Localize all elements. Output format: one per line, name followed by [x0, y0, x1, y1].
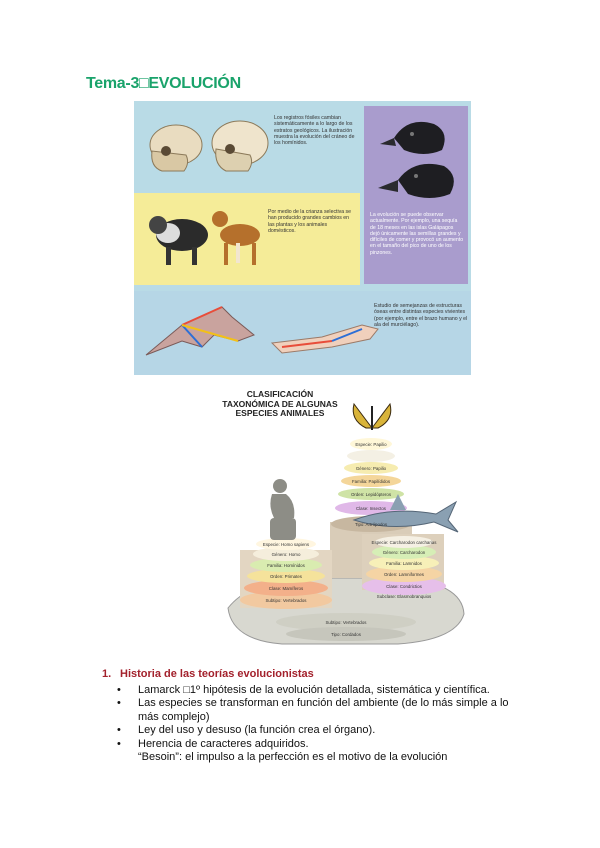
butterfly-icon — [353, 404, 391, 430]
butterfly-tier-label: Género: Papilio — [355, 466, 387, 471]
evolution-evidence-figure — [134, 101, 471, 375]
fossil-skulls-panel — [134, 101, 360, 191]
human-tier-label: Género: Homo — [271, 552, 301, 557]
dogs-caption: Por medio de la crianza selectiva se han producido grandes cambios en las plantas y los animales domésticos. — [268, 209, 352, 234]
list-item-text: Las especies se transforman en función del ambiente (de lo más simple a lo más complejo) — [138, 697, 509, 723]
human-tier-label: Familia: Homínidos — [267, 563, 305, 568]
skull-illustration — [140, 115, 280, 185]
bones-caption: Estudio de semejanzas de estructuras óseas entre distintas especies vivientes (por ejemplo, entre el brazo humano y el ala del murciélago). — [374, 303, 468, 328]
list-item — [112, 684, 522, 697]
shark-tier-label: Especie: Carcharodon carcharias — [371, 540, 437, 545]
human-tier-label: Especie: Homo sapiens — [262, 542, 310, 547]
section-heading-text: Historia de las teorías evolucionistas — [120, 668, 314, 680]
finch-panel — [364, 106, 468, 284]
list-item — [112, 738, 522, 751]
human-tier-label: Subtipo: Vertebrados — [265, 598, 307, 603]
shark-tier-label: Género: Carcharodon — [382, 550, 426, 555]
shark-tier-label: Subclase: Elasmobranquios — [376, 594, 432, 599]
butterfly-tier-label: Familia: Papilídidos — [351, 479, 391, 484]
homologous-bones-panel — [134, 291, 471, 375]
human-tier-label: Clase: Mamíferos — [268, 586, 304, 591]
evolution-theory-list — [112, 684, 522, 764]
taxonomy-figure — [222, 382, 468, 650]
dog-breeding-panel — [134, 193, 360, 285]
shark-tier-label: Clase: Condrictios — [386, 584, 422, 589]
butterfly-tier-label: Clase: Insectos — [355, 506, 387, 511]
butterfly-tier-label: Tipo: Artrópodos — [354, 522, 388, 527]
list-item-text: Herencia de caracteres adquiridos. — [138, 737, 309, 750]
page-title: Tema-3□EVOLUCIÓN — [86, 75, 241, 92]
bullet-icon: • — [117, 724, 121, 737]
base-tier-label: Subtipo: Vertebrados — [325, 620, 367, 625]
besoin-line: “Besoin”: el impulso a la perfección es el motivo de la evolución — [138, 751, 448, 764]
shark-tier-label: Familia: Lamnidos — [386, 561, 422, 566]
list-item — [112, 697, 522, 724]
butterfly-tier-label: Especie: Papilio — [355, 442, 387, 447]
base-tier-label: Tipo: Cordados — [331, 632, 361, 637]
list-item — [112, 724, 522, 737]
list-item-text: Lamarck □1º hipótesis de la evolución detallada, sistemática y científica. — [138, 684, 490, 696]
shark-tier-label: Orden: Lamniformes — [383, 572, 425, 577]
dogs-illustration — [140, 199, 280, 279]
thinker-statue-icon — [270, 479, 296, 540]
taxonomy-pyramids — [222, 382, 468, 650]
finch-heads-illustration — [364, 106, 468, 206]
butterfly-tier-label: Orden: Lepidópteros — [350, 492, 392, 497]
bullet-icon: • — [117, 697, 121, 710]
human-tier-label: Orden: Primates — [270, 574, 302, 579]
section-number: 1. — [102, 668, 112, 680]
bat-wing-human-arm-illustration — [142, 295, 382, 373]
section-heading — [102, 668, 314, 680]
taxonomy-title: CLASIFICACIÓN TAXONÓMICA DE ALGUNAS ESPECIES ANIMALES — [222, 389, 338, 419]
fossil-caption: Los registros fósiles cambian sistemáticamente a lo largo de los estratos geológicos. La ilustración muestra la evolución del cráneo de los homínidos. — [274, 115, 355, 147]
bullet-icon: • — [117, 737, 121, 750]
bullet-icon: • — [117, 684, 121, 696]
finch-caption: La evolución se puede observar actualmente. Por ejemplo, una sequía de 18 meses en las islas Galápagos dejó únicamente las semillas grandes y difíciles de comer y provocó un aumento en el tamaño del pico de uno de los pinzones. — [370, 212, 464, 256]
list-item-text: Ley del uso y desuso (la función crea el órgano). — [138, 724, 376, 737]
